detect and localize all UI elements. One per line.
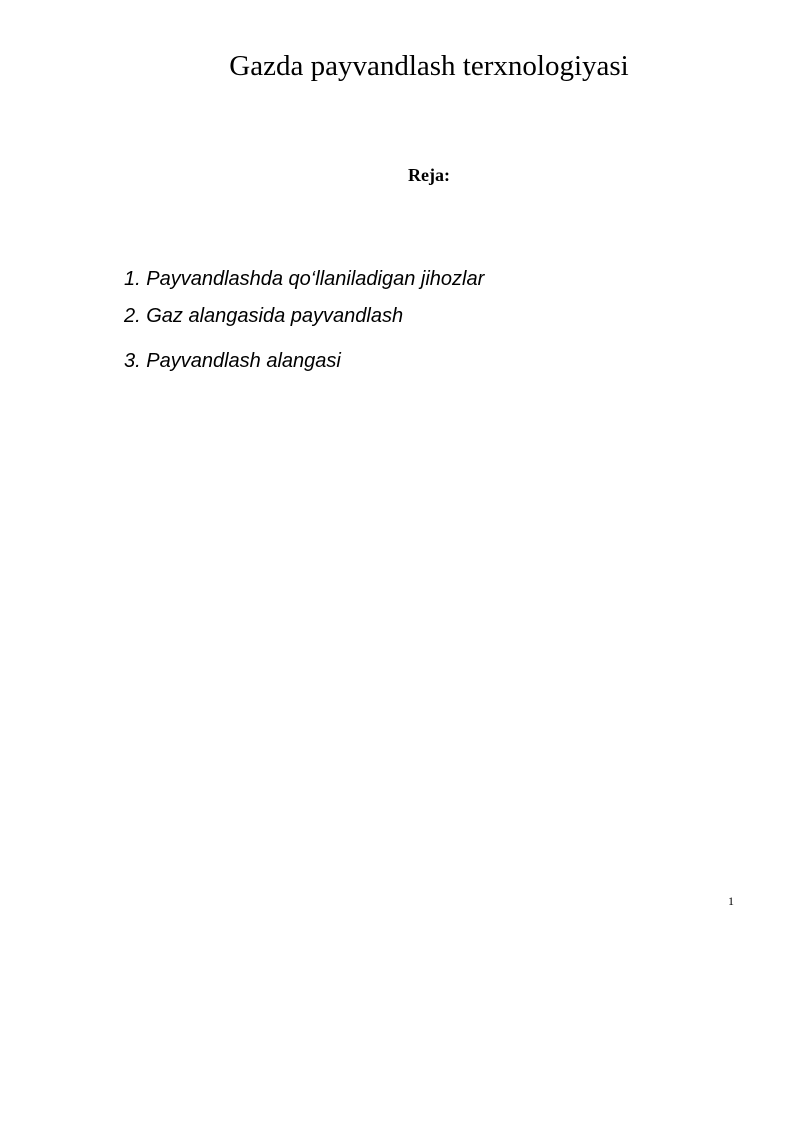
page-title: Gazda payvandlash terxnologiyasi [229, 50, 629, 82]
plan-item-1: 1. Payvandlashda qo‘llaniladigan jihozlar [124, 268, 485, 290]
page-number: 1 [728, 894, 734, 908]
plan-item-2: 2. Gaz alangasida payvandlash [124, 305, 404, 327]
plan-heading: Reja: [408, 165, 450, 185]
plan-item-3: 3. Payvandlash alangasi [124, 350, 341, 372]
